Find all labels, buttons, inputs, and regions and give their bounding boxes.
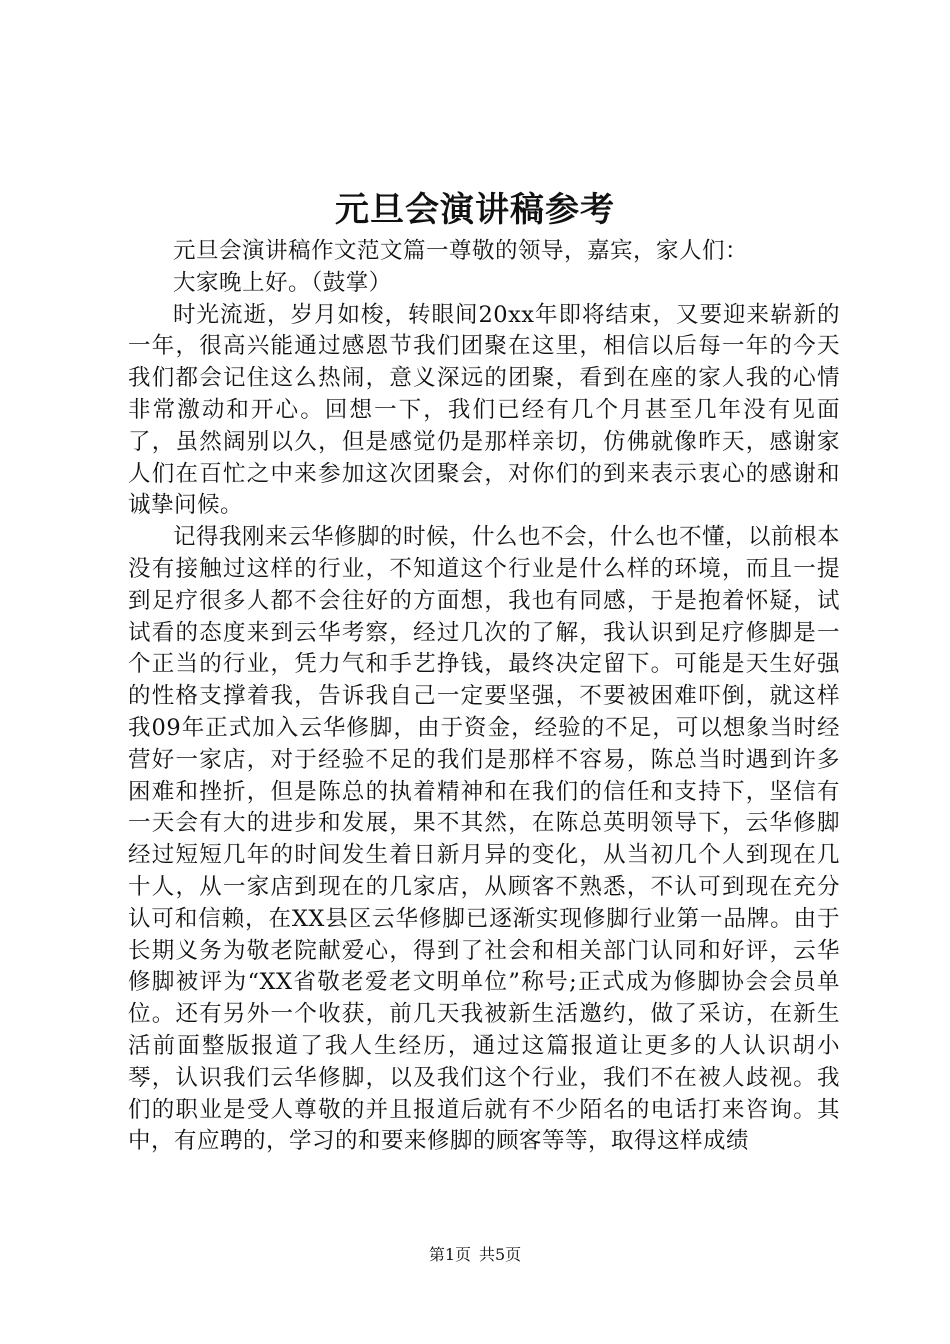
page-footer <box>0 1244 950 1266</box>
document-title: 元旦会演讲稿参考 <box>335 190 615 230</box>
page-total: 共5页 <box>479 1245 522 1264</box>
paragraph-welcome: 大家晚上好。（鼓掌） <box>173 269 392 296</box>
paragraph-time-passing: 时光流逝，岁月如梭，转眼间20xx年即将结束，又要迎来崭新的一年，很高兴能通过感恩节我们团聚在这里，相信以后每一年的今天我们都会记住这么热闹，意义深远的团聚，看到在座的家人我的心情非常激动和开心。回想一下，我们已经有几个月甚至几年没有见面了，虽然阔别以久，但是感觉仍是那样亲切，仿佛就像昨天，感谢家人们在百忙之中来参加这次团聚会，对你们的到来表示衷心的感谢和诚挚问候。 <box>128 301 840 519</box>
paragraph-greeting: 元旦会演讲稿作文范文篇一尊敬的领导，嘉宾，家人们： <box>173 238 749 264</box>
paragraph-story: 记得我刚来云华修脚的时候，什么也不会，什么也不懂，以前根本没有接触过这样的行业，不知道这个行业是什么样的环境，而且一提到足疗很多人都不会往好的方面想，我也有同感，于是抱着怀疑，试试看的态度来到云华考察，经过几次的了解，我认识到足疗修脚是一个正当的行业，凭力气和手艺挣钱，最终决定留下。可能是天生好强的性格支撑着我，告诉我自己一定要坚强，不要被困难吓倒，就这样我09年正式加入云华修脚，由于资金，经验的不足，可以想象当时经营好一家店，对于经验不足的我们是那样不容易，陈总当时遇到许多困难和挫折，但是陈总的执着精神和在我们的信任和支持下，坚信有一天会有大的进步和发展，果不其然，在陈总英明领导下，云华修脚经过短短几年的时间发生着日新月异的变化，从当初几个人到现在几十人，从一家店到现在的几家店，从顾客不熟悉，不认可到现在充分认可和信赖，在XX县区云华修脚已逐渐实现修脚行业第一品牌。由于长期义务为敬老院献爱心，得到了社会和相关部门认同和好评，云华修脚被评为“XX省敬老爱老文明单位”称号;正式成为修脚协会会员单位。还有另外一个收获，前几天我被新生活邀约，做了采访，在新生活前面整版报道了我人生经历，通过这篇报道让更多的人认识胡小琴，认识我们云华修脚，以及我们这个行业，我们不在被人歧视。我们的职业是受人尊敬的并且报道后就有不少陌名的电话打来咨询。其中，有应聘的，学习的和要来修脚的顾客等等，取得这样成绩 <box>128 524 841 1155</box>
page-number: 第1页 <box>428 1245 471 1264</box>
document-body <box>128 236 840 1158</box>
